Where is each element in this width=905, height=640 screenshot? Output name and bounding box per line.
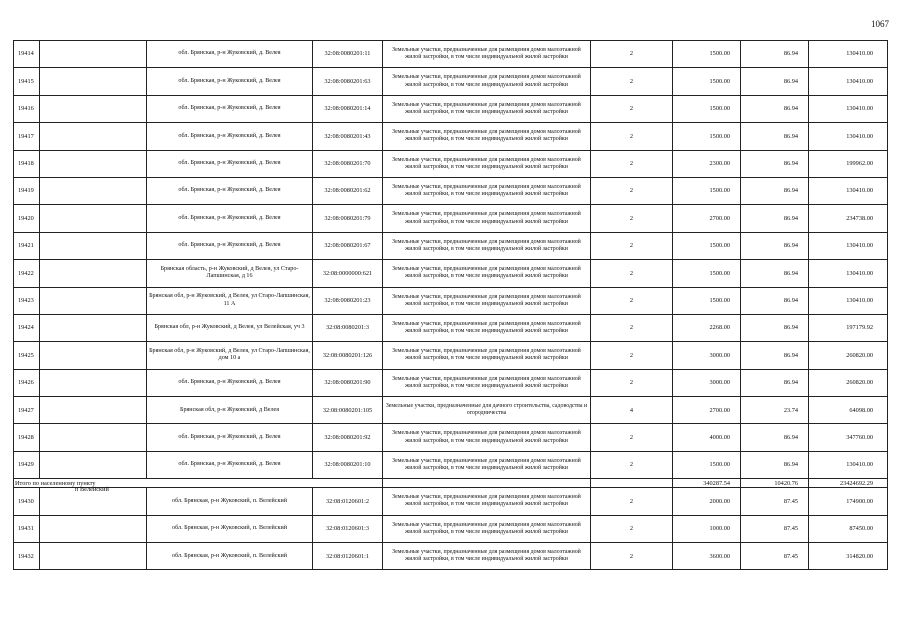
row-number: 19416 <box>14 95 40 122</box>
row-area: 3000.00 <box>673 369 741 396</box>
row-group: 2 <box>591 515 673 542</box>
row-cadastral-value: 130410.00 <box>809 287 888 314</box>
table-row <box>14 543 888 570</box>
row-area: 2268.00 <box>673 314 741 341</box>
row-group: 2 <box>591 543 673 570</box>
row-empty-cell <box>40 123 147 150</box>
row-address: обл. Брянская, р-н Жуковский, д. Велея <box>147 369 313 396</box>
row-group: 2 <box>591 451 673 478</box>
row-area: 1500.00 <box>673 177 741 204</box>
row-cadastral-value: 174900.00 <box>809 488 888 515</box>
row-empty-cell <box>40 515 147 542</box>
table-row <box>14 95 888 122</box>
row-land-use: Земельные участки, предназначенные для размещения домов малоэтажной жилой застройки, в том числе индивидуальной жилой застройки <box>383 150 591 177</box>
row-area: 2700.00 <box>673 205 741 232</box>
table-row <box>14 424 888 451</box>
row-group: 2 <box>591 488 673 515</box>
row-area: 1500.00 <box>673 41 741 68</box>
row-cadastral-value: 130410.00 <box>809 41 888 68</box>
row-address: обл. Брянская, р-н Жуковский, д. Велея <box>147 451 313 478</box>
row-empty-cell <box>40 150 147 177</box>
row-cadastral-value: 130410.00 <box>809 260 888 287</box>
row-address: обл. Брянская, р-н Жуковский, д. Велея <box>147 150 313 177</box>
row-group: 2 <box>591 150 673 177</box>
row-number: 19425 <box>14 342 40 369</box>
cadastral-value-table <box>13 40 888 570</box>
row-number: 19414 <box>14 41 40 68</box>
row-empty-cell <box>40 95 147 122</box>
row-number: 19429 <box>14 451 40 478</box>
row-empty-cell <box>40 68 147 95</box>
row-land-use: Земельные участки, предназначенные для размещения домов малоэтажной жилой застройки, в том числе индивидуальной жилой застройки <box>383 515 591 542</box>
row-address: обл. Брянская, р-н Жуковский, д. Велея <box>147 68 313 95</box>
row-number: 19427 <box>14 397 40 424</box>
row-group: 2 <box>591 369 673 396</box>
row-group: 2 <box>591 424 673 451</box>
subtotal-label-cell: Итого по населенному пункту п Велейский <box>14 479 383 488</box>
row-land-use: Земельные участки, предназначенные для размещения домов малоэтажной жилой застройки, в том числе индивидуальной жилой застройки <box>383 95 591 122</box>
row-land-use: Земельные участки, предназначенные для размещения домов малоэтажной жилой застройки, в том числе индивидуальной жилой застройки <box>383 123 591 150</box>
row-group: 2 <box>591 342 673 369</box>
row-cadastral-value: 234738.00 <box>809 205 888 232</box>
row-specific-value: 86.94 <box>741 451 809 478</box>
row-address: обл. Брянская, р-н Жуковский, п. Велейский <box>147 488 313 515</box>
row-address: обл. Брянская, р-н Жуковский, д. Велея <box>147 95 313 122</box>
table-row <box>14 488 888 515</box>
row-cadastral-number: 32:08:0080201:92 <box>313 424 383 451</box>
row-cadastral-value: 130410.00 <box>809 123 888 150</box>
row-land-use: Земельные участки, предназначенные для размещения домов малоэтажной жилой застройки, в том числе индивидуальной жилой застройки <box>383 543 591 570</box>
row-cadastral-number: 32:08:0080201:67 <box>313 232 383 259</box>
row-empty-cell <box>40 369 147 396</box>
row-land-use: Земельные участки, предназначенные для размещения домов малоэтажной жилой застройки, в том числе индивидуальной жилой застройки <box>383 260 591 287</box>
row-area: 1500.00 <box>673 287 741 314</box>
row-cadastral-number: 32:08:0080201:14 <box>313 95 383 122</box>
row-address: Брянская обл, р-н Жуковский, д Велея, ул Старо-Лапшинская, 11 А <box>147 287 313 314</box>
subtotal-empty-cell <box>591 479 673 488</box>
row-specific-value: 86.94 <box>741 260 809 287</box>
row-land-use: Земельные участки, предназначенные для размещения домов малоэтажной жилой застройки, в том числе индивидуальной жилой застройки <box>383 342 591 369</box>
row-group: 2 <box>591 205 673 232</box>
row-land-use: Земельные участки, предназначенные для размещения домов малоэтажной жилой застройки, в том числе индивидуальной жилой застройки <box>383 287 591 314</box>
row-group: 2 <box>591 314 673 341</box>
row-number: 19418 <box>14 150 40 177</box>
row-area: 1500.00 <box>673 123 741 150</box>
row-cadastral-value: 260820.00 <box>809 342 888 369</box>
row-land-use: Земельные участки, предназначенные для размещения домов малоэтажной жилой застройки, в том числе индивидуальной жилой застройки <box>383 232 591 259</box>
row-cadastral-value: 87450.00 <box>809 515 888 542</box>
row-empty-cell <box>40 232 147 259</box>
row-specific-value: 86.94 <box>741 150 809 177</box>
row-cadastral-number: 32:08:0120601:1 <box>313 543 383 570</box>
subtotal-empty-cell <box>383 479 591 488</box>
row-specific-value: 23.74 <box>741 397 809 424</box>
row-cadastral-number: 32:08:0080201:63 <box>313 68 383 95</box>
row-empty-cell <box>40 177 147 204</box>
row-number: 19421 <box>14 232 40 259</box>
row-cadastral-number: 32:08:0080201:11 <box>313 41 383 68</box>
row-number: 19420 <box>14 205 40 232</box>
row-cadastral-value: 130410.00 <box>809 451 888 478</box>
row-land-use: Земельные участки, предназначенные для размещения домов малоэтажной жилой застройки, в том числе индивидуальной жилой застройки <box>383 488 591 515</box>
row-area: 1500.00 <box>673 451 741 478</box>
subtotal-value: 23424692.29 <box>809 479 888 488</box>
row-number: 19428 <box>14 424 40 451</box>
row-cadastral-number: 32:08:0080201:10 <box>313 451 383 478</box>
row-cadastral-number: 32:08:0080201:79 <box>313 205 383 232</box>
row-group: 2 <box>591 260 673 287</box>
row-cadastral-number: 32:08:0080201:62 <box>313 177 383 204</box>
row-number: 19415 <box>14 68 40 95</box>
row-land-use: Земельные участки, предназначенные для размещения домов малоэтажной жилой застройки, в том числе индивидуальной жилой застройки <box>383 41 591 68</box>
row-area: 4000.00 <box>673 424 741 451</box>
table-row <box>14 205 888 232</box>
row-empty-cell <box>40 397 147 424</box>
row-address: Брянская обл, р-н Жуковский, д Велея <box>147 397 313 424</box>
table-row <box>14 150 888 177</box>
row-cadastral-number: 32:08:0080201:23 <box>313 287 383 314</box>
row-group: 2 <box>591 95 673 122</box>
row-specific-value: 87.45 <box>741 543 809 570</box>
row-empty-cell <box>40 41 147 68</box>
row-area: 1500.00 <box>673 95 741 122</box>
table-row <box>14 342 888 369</box>
row-cadastral-value: 197179.92 <box>809 314 888 341</box>
row-specific-value: 86.94 <box>741 314 809 341</box>
table-row <box>14 515 888 542</box>
row-specific-value: 86.94 <box>741 95 809 122</box>
row-group: 2 <box>591 287 673 314</box>
table-body-after-subtotal <box>14 488 888 570</box>
row-address: Брянская область, р-н Жуковский, д Велея, ул Старо-Лапшинская, д 16 <box>147 260 313 287</box>
row-land-use: Земельные участки, предназначенные для размещения домов малоэтажной жилой застройки, в том числе индивидуальной жилой застройки <box>383 451 591 478</box>
row-empty-cell <box>40 314 147 341</box>
table-row <box>14 41 888 68</box>
row-address: обл. Брянская, р-н Жуковский, д. Велея <box>147 123 313 150</box>
subtotal-price: 10420.76 <box>741 479 809 488</box>
row-land-use: Земельные участки, предназначенные для размещения домов малоэтажной жилой застройки, в том числе индивидуальной жилой застройки <box>383 369 591 396</box>
row-land-use: Земельные участки, предназначенные для размещения домов малоэтажной жилой застройки, в том числе индивидуальной жилой застройки <box>383 314 591 341</box>
row-empty-cell <box>40 424 147 451</box>
table-row <box>14 369 888 396</box>
table-row <box>14 123 888 150</box>
row-address: обл. Брянская, р-н Жуковский, п. Велейский <box>147 543 313 570</box>
row-land-use: Земельные участки, предназначенные для размещения домов малоэтажной жилой застройки, в том числе индивидуальной жилой застройки <box>383 205 591 232</box>
page-number: 1067 <box>871 19 889 29</box>
row-group: 2 <box>591 41 673 68</box>
row-land-use: Земельные участки, предназначенные для размещения домов малоэтажной жилой застройки, в том числе индивидуальной жилой застройки <box>383 68 591 95</box>
row-specific-value: 86.94 <box>741 41 809 68</box>
row-cadastral-value: 130410.00 <box>809 177 888 204</box>
row-empty-cell <box>40 205 147 232</box>
row-cadastral-number: 32:08:0080201:70 <box>313 150 383 177</box>
row-specific-value: 86.94 <box>741 232 809 259</box>
row-area: 3000.00 <box>673 342 741 369</box>
row-cadastral-value: 130410.00 <box>809 95 888 122</box>
row-cadastral-value: 199962.00 <box>809 150 888 177</box>
row-land-use: Земельные участки, предназначенные для размещения домов малоэтажной жилой застройки, в том числе индивидуальной жилой застройки <box>383 424 591 451</box>
row-empty-cell <box>40 543 147 570</box>
row-number: 19426 <box>14 369 40 396</box>
row-area: 1500.00 <box>673 260 741 287</box>
row-address: Брянская обл, р-н Жуковский, д Велея, ул Велейская, уч 3 <box>147 314 313 341</box>
row-cadastral-value: 130410.00 <box>809 68 888 95</box>
row-area: 2300.00 <box>673 150 741 177</box>
row-specific-value: 86.94 <box>741 177 809 204</box>
row-specific-value: 87.45 <box>741 488 809 515</box>
row-number: 19424 <box>14 314 40 341</box>
row-specific-value: 86.94 <box>741 287 809 314</box>
row-cadastral-number: 32:08:0080201:43 <box>313 123 383 150</box>
row-cadastral-number: 32:08:0080201:126 <box>313 342 383 369</box>
table-row <box>14 232 888 259</box>
table-row <box>14 287 888 314</box>
row-specific-value: 86.94 <box>741 123 809 150</box>
row-address: обл. Брянская, р-н Жуковский, д. Велея <box>147 41 313 68</box>
row-specific-value: 86.94 <box>741 205 809 232</box>
table-row <box>14 314 888 341</box>
row-cadastral-number: 32:08:0080201:105 <box>313 397 383 424</box>
row-specific-value: 86.94 <box>741 342 809 369</box>
row-empty-cell <box>40 451 147 478</box>
row-address: обл. Брянская, р-н Жуковский, д. Велея <box>147 177 313 204</box>
row-area: 1500.00 <box>673 68 741 95</box>
row-address: Брянская обл, р-н Жуковский, д Велея, ул Старо-Лапшинская, дом 10 а <box>147 342 313 369</box>
row-number: 19417 <box>14 123 40 150</box>
row-number: 19423 <box>14 287 40 314</box>
subtotal-row <box>14 479 888 488</box>
row-land-use: Земельные участки, предназначенные для дачного строительства, садоводства и огородничества <box>383 397 591 424</box>
table-body-subtotal <box>14 479 888 493</box>
row-cadastral-value: 64098.00 <box>809 397 888 424</box>
table-row <box>14 451 888 478</box>
row-cadastral-number: 32:08:0080201:90 <box>313 369 383 396</box>
subtotal-label: Итого по населенному пункту <box>15 479 96 487</box>
row-group: 2 <box>591 232 673 259</box>
row-cadastral-number: 32:08:0000000:621 <box>313 260 383 287</box>
row-specific-value: 87.45 <box>741 515 809 542</box>
table-row <box>14 68 888 95</box>
table-body-before-subtotal <box>14 41 888 479</box>
row-number: 19422 <box>14 260 40 287</box>
row-cadastral-number: 32:08:0120601:2 <box>313 488 383 515</box>
row-area: 1000.00 <box>673 515 741 542</box>
subtotal-area: 340287.54 <box>673 479 741 488</box>
row-empty-cell <box>40 287 147 314</box>
row-empty-cell <box>40 260 147 287</box>
row-cadastral-value: 347760.00 <box>809 424 888 451</box>
table-row <box>14 397 888 424</box>
row-specific-value: 86.94 <box>741 424 809 451</box>
row-cadastral-value: 314820.00 <box>809 543 888 570</box>
row-land-use: Земельные участки, предназначенные для размещения домов малоэтажной жилой застройки, в том числе индивидуальной жилой застройки <box>383 177 591 204</box>
row-number: 19431 <box>14 515 40 542</box>
row-cadastral-number: 32:08:0080201:3 <box>313 314 383 341</box>
row-number: 19419 <box>14 177 40 204</box>
row-specific-value: 86.94 <box>741 369 809 396</box>
row-number: 19430 <box>14 488 40 515</box>
row-area: 3600.00 <box>673 543 741 570</box>
row-number: 19432 <box>14 543 40 570</box>
row-address: обл. Брянская, р-н Жуковский, д. Велея <box>147 232 313 259</box>
row-area: 1500.00 <box>673 232 741 259</box>
row-address: обл. Брянская, р-н Жуковский, д. Велея <box>147 424 313 451</box>
table-row <box>14 177 888 204</box>
row-area: 2700.00 <box>673 397 741 424</box>
row-cadastral-value: 130410.00 <box>809 232 888 259</box>
row-cadastral-value: 260820.00 <box>809 369 888 396</box>
row-group: 2 <box>591 68 673 95</box>
row-specific-value: 86.94 <box>741 68 809 95</box>
row-group: 2 <box>591 177 673 204</box>
row-address: обл. Брянская, р-н Жуковский, п. Велейский <box>147 515 313 542</box>
row-area: 2000.00 <box>673 488 741 515</box>
row-cadastral-number: 32:08:0120601:3 <box>313 515 383 542</box>
row-group: 4 <box>591 397 673 424</box>
row-group: 2 <box>591 123 673 150</box>
row-empty-cell <box>40 342 147 369</box>
row-address: обл. Брянская, р-н Жуковский, д. Велея <box>147 205 313 232</box>
table-row <box>14 260 888 287</box>
